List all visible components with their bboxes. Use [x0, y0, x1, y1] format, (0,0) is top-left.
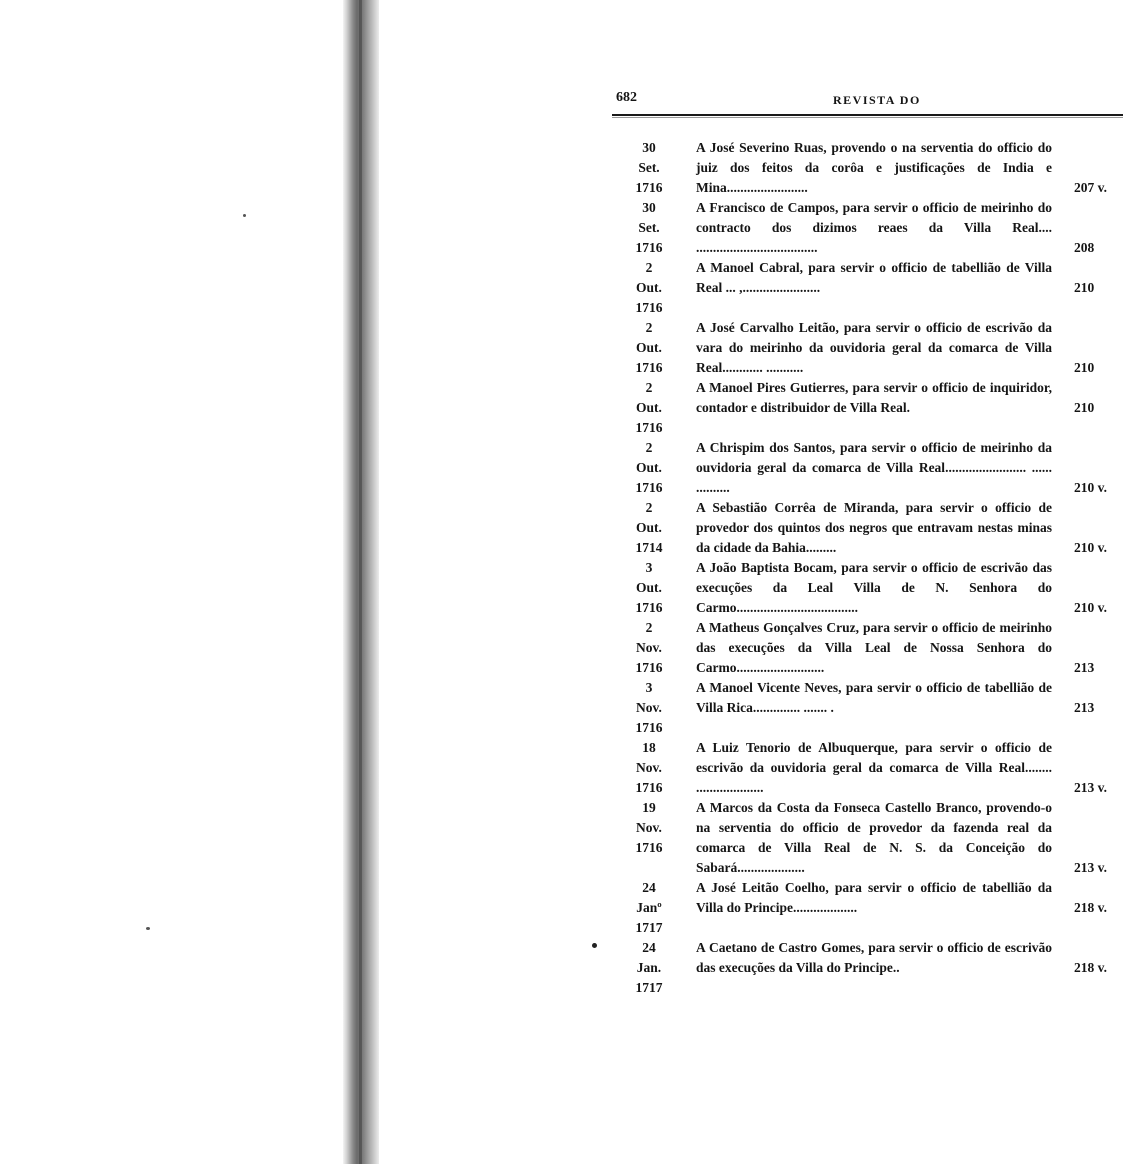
entry-year: 1716 — [635, 300, 663, 315]
entry-year: 1716 — [635, 180, 663, 195]
entry-year: 1716 — [635, 780, 663, 795]
entry-month: Nov. — [636, 700, 662, 715]
register-entry — [614, 438, 1129, 498]
entry-folio-ref: 210 — [1074, 280, 1095, 295]
entry-year: 1716 — [635, 240, 663, 255]
entry-month: Jan. — [636, 960, 662, 975]
entry-folio-ref: 208 — [1074, 240, 1095, 255]
register-entry — [614, 618, 1129, 678]
entry-folio-ref: 210 — [1074, 360, 1095, 375]
entry-folio-ref: 210 v. — [1074, 600, 1108, 615]
entry-text: A José Severino Ruas, provendo o na serventia do officio do juiz dos feitos da corôa e justificações de India e Mina........................ — [696, 140, 1052, 195]
entry-day: 30 — [642, 140, 656, 155]
entry-month: Out. — [636, 520, 662, 535]
running-title: REVISTA DO — [833, 93, 921, 107]
entry-date — [614, 558, 684, 618]
entry-folio-ref: 213 v. — [1074, 860, 1108, 875]
entry-folio-ref: 213 — [1074, 660, 1095, 675]
entry-month: Nov. — [636, 820, 662, 835]
entry-folio-ref: 213 — [1074, 700, 1095, 715]
entry-year: 1716 — [635, 720, 663, 735]
scan-speck — [146, 927, 150, 930]
entry-month: Set. — [638, 220, 660, 235]
entry-text: A Sebastião Corrêa de Miranda, para servir o officio de provedor dos quintos dos negros que entravam nestas minas da cidade da Bahia......... — [696, 500, 1052, 555]
entry-text: A Manoel Pires Gutierres, para servir o officio de inquiridor, contador e distribuidor de Villa Real. — [696, 380, 1052, 415]
entry-date — [614, 938, 684, 998]
entry-folio-ref: 210 — [1074, 400, 1095, 415]
entry-month: Nov. — [636, 760, 662, 775]
entry-text: A Marcos da Costa da Fonseca Castello Branco, provendo-o na serventia do officio de provedor da fazenda real da comarca de Villa Real de N. S. da Conceição do Sabará.................... — [696, 800, 1052, 875]
entry-day: 3 — [645, 560, 653, 575]
entry-day: 2 — [645, 380, 653, 395]
entry-date — [614, 798, 684, 858]
register-entry — [614, 738, 1129, 798]
entry-month: Janº — [636, 900, 662, 915]
entry-date — [614, 878, 684, 938]
entry-folio-ref: 218 v. — [1074, 960, 1108, 975]
entry-text: A Chrispim dos Santos, para servir o officio de meirinho da ouvidoria geral da comarca de Villa Real........................ ...... .......... — [696, 440, 1052, 495]
entry-month: Out. — [636, 340, 662, 355]
register-entries — [614, 138, 1129, 998]
entry-date — [614, 498, 684, 558]
entry-month: Out. — [636, 280, 662, 295]
register-entry — [614, 938, 1129, 998]
register-entry — [614, 678, 1129, 738]
entry-text: A José Carvalho Leitão, para servir o officio de escrivão da vara do meirinho da ouvidoria geral da comarca de Villa Real............ ........... — [696, 320, 1052, 375]
entry-day: 24 — [642, 880, 656, 895]
header-rule-shadow — [612, 117, 1123, 118]
entry-day: 2 — [645, 440, 653, 455]
entry-text: A José Leitão Coelho, para servir o officio de tabellião da Villa do Principe................... — [696, 880, 1052, 915]
entry-day: 2 — [645, 500, 653, 515]
entry-year: 1716 — [635, 360, 663, 375]
entry-year: 1716 — [635, 660, 663, 675]
entry-text: A Manoel Cabral, para servir o officio de tabellião de Villa Real ... ,....................... — [696, 260, 1052, 295]
register-entry — [614, 378, 1129, 438]
register-entry — [614, 558, 1129, 618]
scan-speck — [243, 214, 246, 217]
entry-year: 1717 — [635, 920, 663, 935]
entry-text: A Luiz Tenorio de Albuquerque, para servir o officio de escrivão da ouvidoria geral da comarca de Villa Real........ .................... — [696, 740, 1052, 795]
entry-folio-ref: 210 v. — [1074, 540, 1108, 555]
register-entry — [614, 798, 1129, 878]
entry-day: 19 — [642, 800, 656, 815]
register-entry — [614, 498, 1129, 558]
entry-folio-ref: 210 v. — [1074, 480, 1108, 495]
page-number: 682 — [616, 90, 637, 105]
header-rule — [612, 114, 1123, 116]
entry-month: Out. — [636, 580, 662, 595]
entry-text: A Caetano de Castro Gomes, para servir o officio de escrivão das execuções da Villa do Principe.. — [696, 940, 1052, 975]
register-entry — [614, 258, 1129, 318]
entry-text: A João Baptista Bocam, para servir o officio de escrivão das execuções da Leal Villa de N. Senhora do Carmo.................................... — [696, 560, 1052, 615]
entry-date — [614, 438, 684, 498]
entry-text: A Francisco de Campos, para servir o officio de meirinho do contracto dos dizimos reaes da Villa Real.... .................................... — [696, 200, 1052, 255]
entry-month: Nov. — [636, 640, 662, 655]
entry-year: 1716 — [635, 840, 663, 855]
register-entry — [614, 318, 1129, 378]
entry-day: 2 — [645, 320, 653, 335]
entry-month: Out. — [636, 400, 662, 415]
entry-date — [614, 378, 684, 438]
entry-date — [614, 318, 684, 378]
entry-folio-ref: 213 v. — [1074, 780, 1108, 795]
entry-date — [614, 138, 684, 198]
entry-day: 30 — [642, 200, 656, 215]
entry-folio-ref: 207 v. — [1074, 180, 1108, 195]
entry-month: Out. — [636, 460, 662, 475]
entry-year: 1716 — [635, 420, 663, 435]
entry-folio-ref: 218 v. — [1074, 900, 1108, 915]
entry-text: A Manoel Vicente Neves, para servir o officio de tabellião de Villa Rica.............. ....... . — [696, 680, 1052, 715]
entry-date — [614, 198, 684, 258]
entry-year: 1714 — [635, 540, 663, 555]
register-entry — [614, 198, 1129, 258]
entry-day: 2 — [645, 260, 653, 275]
entry-year: 1717 — [635, 980, 663, 995]
entry-text: A Matheus Gonçalves Cruz, para servir o officio de meirinho das execuções da Villa Leal de Nossa Senhora do Carmo.......................... — [696, 620, 1052, 675]
entry-day: 3 — [645, 680, 653, 695]
entry-date — [614, 738, 684, 798]
entry-year: 1716 — [635, 600, 663, 615]
entry-date — [614, 258, 684, 318]
register-entry — [614, 878, 1129, 938]
entry-year: 1716 — [635, 480, 663, 495]
scan-speck — [592, 943, 597, 948]
gutter-shadow-line — [359, 0, 362, 1164]
entry-day: 18 — [642, 740, 656, 755]
register-entry — [614, 138, 1129, 198]
entry-day: 2 — [645, 620, 653, 635]
entry-month: Set. — [638, 160, 660, 175]
entry-date — [614, 618, 684, 678]
entry-day: 24 — [642, 940, 656, 955]
entry-date — [614, 678, 684, 738]
